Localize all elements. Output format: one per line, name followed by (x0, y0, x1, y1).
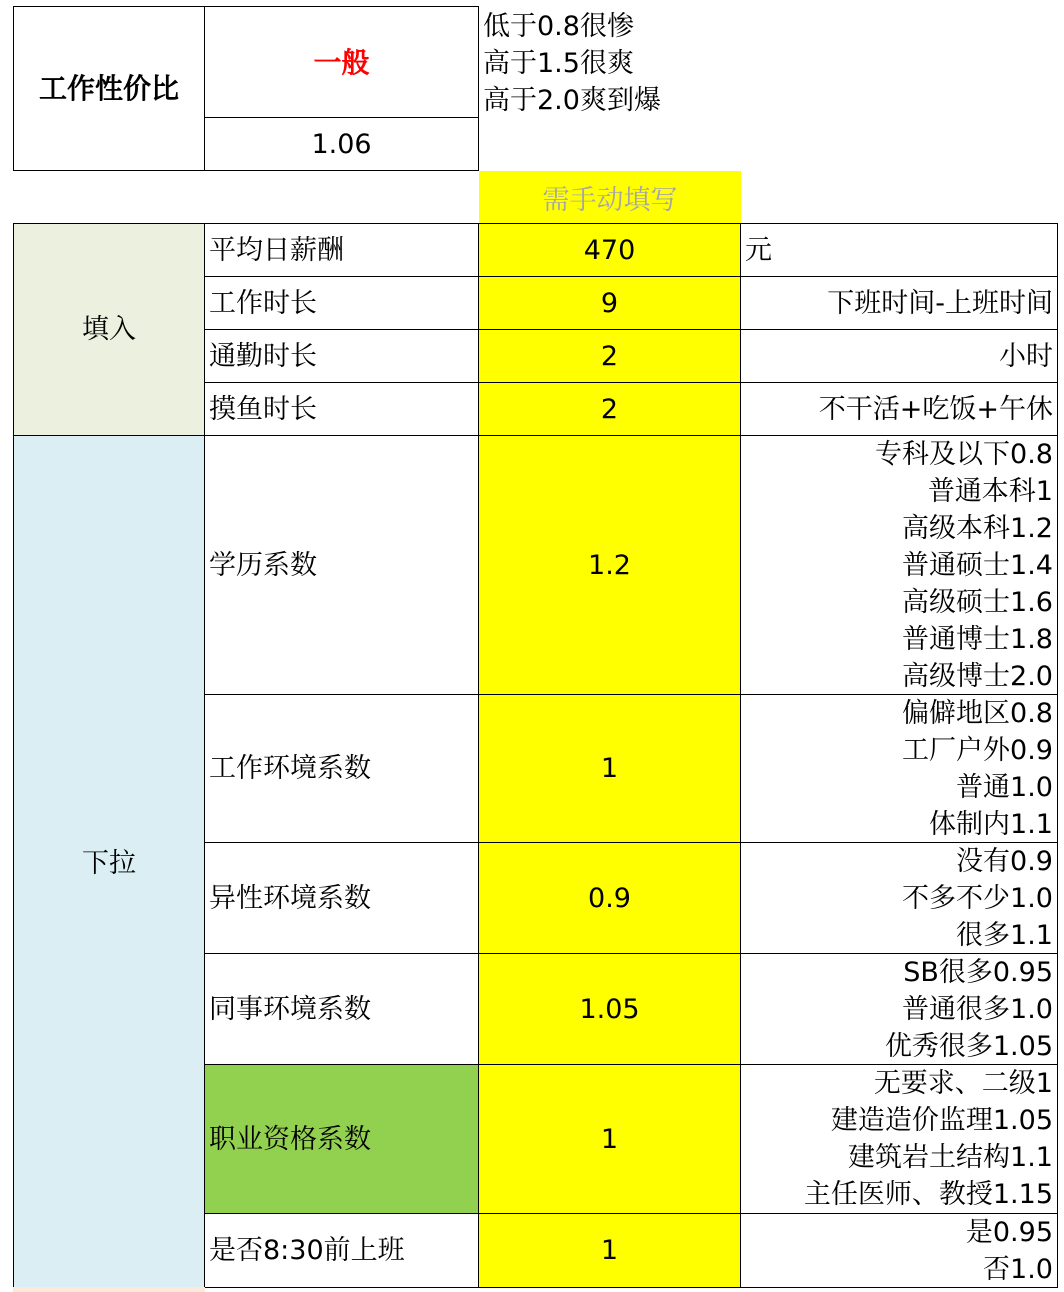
row-value-dropdown[interactable] (478, 435, 741, 695)
row-value-text: 1 (600, 753, 619, 784)
option-text: 优秀很多1.05 (884, 1030, 1053, 1062)
row-value-text: 1.05 (579, 993, 640, 1025)
manual-fill-header (479, 171, 741, 224)
row-label-text: 异性环境系数 (209, 882, 371, 914)
section-fill-label: 填入 (82, 314, 136, 345)
row-value-text: 1 (600, 1123, 619, 1155)
row-value-input[interactable] (478, 382, 741, 436)
row-label[interactable] (204, 1213, 479, 1288)
score-cell[interactable] (204, 117, 479, 171)
manual-fill-hint: 需手动填写 (542, 185, 678, 216)
row-label-text: 职业资格系数 (209, 1123, 371, 1155)
row-value-text: 2 (600, 393, 619, 425)
option-text: 无要求、二级1 (873, 1068, 1053, 1099)
option-text: 普通硕士1.4 (902, 549, 1053, 581)
row-note[interactable] (740, 1213, 1058, 1288)
score-note: 高于1.5很爽 (483, 48, 634, 79)
row-value-input[interactable] (478, 223, 741, 277)
row-note[interactable] (740, 1064, 1058, 1214)
row-note[interactable] (740, 953, 1058, 1065)
row-note-text: 小时 (999, 340, 1053, 372)
option-text: 很多1.1 (956, 919, 1053, 951)
next-row-edge (13, 1287, 205, 1292)
section-dropdown-label: 下拉 (82, 848, 136, 879)
summary-label: 工作性价比 (38, 72, 179, 105)
row-note[interactable] (740, 842, 1058, 954)
row-note[interactable] (740, 223, 1058, 277)
row-note-text: 下班时间-上班时间 (827, 287, 1053, 319)
row-label-text: 同事环境系数 (209, 993, 371, 1025)
rating-cell[interactable] (204, 6, 479, 118)
score-note: 低于0.8很惨 (483, 11, 634, 42)
score-value: 1.06 (311, 128, 372, 160)
row-label-text: 平均日薪酬 (209, 234, 344, 266)
row-label[interactable] (204, 223, 479, 277)
row-label-text: 工作环境系数 (209, 753, 371, 784)
option-text: 普通本科1 (927, 475, 1053, 507)
option-text: 建筑岩土结构1.1 (848, 1142, 1053, 1173)
row-label-text: 工作时长 (209, 287, 317, 319)
row-note[interactable] (740, 382, 1058, 436)
row-label[interactable] (204, 329, 479, 383)
option-text: 偏僻地区0.8 (902, 697, 1053, 729)
option-text: 普通很多1.0 (902, 993, 1053, 1025)
summary-label-cell[interactable] (13, 6, 205, 171)
option-text: 高级本科1.2 (902, 512, 1053, 544)
option-text: 不多不少1.0 (902, 882, 1053, 914)
option-text: 是0.95 (965, 1216, 1053, 1248)
row-note-text: 元 (745, 234, 772, 266)
row-value-dropdown[interactable] (478, 953, 741, 1065)
row-label[interactable] (204, 276, 479, 330)
option-text: 工厂户外0.9 (902, 734, 1053, 766)
row-label[interactable] (204, 435, 479, 695)
row-note[interactable] (740, 435, 1058, 695)
option-text: 普通1.0 (956, 771, 1053, 803)
row-value-text: 0.9 (588, 882, 631, 914)
row-value-input[interactable] (478, 329, 741, 383)
row-value-dropdown[interactable] (478, 1213, 741, 1288)
section-dropdown[interactable] (13, 435, 205, 1292)
row-note-text: 不干活+吃饭+午休 (818, 393, 1053, 425)
row-value-text: 9 (600, 287, 619, 319)
row-label[interactable] (204, 694, 479, 843)
row-label-text: 学历系数 (209, 549, 317, 581)
option-text: 普通博士1.8 (902, 623, 1053, 655)
score-notes (479, 6, 779, 126)
row-value-dropdown[interactable] (478, 842, 741, 954)
row-value-text: 2 (600, 340, 619, 372)
option-text: 高级博士2.0 (902, 660, 1053, 692)
option-text: 高级硕士1.6 (902, 586, 1053, 618)
rating-value: 一般 (313, 45, 370, 79)
option-text: 专科及以下0.8 (875, 438, 1053, 470)
row-label-text: 摸鱼时长 (209, 393, 317, 425)
row-value-dropdown[interactable] (478, 1064, 741, 1214)
row-value-text: 1 (600, 1235, 619, 1266)
row-value-input[interactable] (478, 276, 741, 330)
row-label[interactable] (204, 382, 479, 436)
option-text: 没有0.9 (956, 845, 1053, 877)
row-value-text: 1.2 (588, 549, 631, 581)
row-label[interactable] (204, 953, 479, 1065)
row-value-text: 470 (583, 234, 636, 266)
score-note: 高于2.0爽到爆 (483, 85, 661, 116)
section-fill[interactable] (13, 223, 205, 436)
option-text: 否1.0 (983, 1253, 1053, 1285)
row-value-dropdown[interactable] (478, 694, 741, 843)
row-note[interactable] (740, 329, 1058, 383)
row-note[interactable] (740, 276, 1058, 330)
option-text: 建造造价监理1.05 (830, 1105, 1053, 1136)
row-label[interactable] (204, 842, 479, 954)
option-text: SB很多0.95 (903, 956, 1053, 988)
row-label[interactable] (204, 1064, 479, 1214)
row-label-text: 是否8:30前上班 (209, 1235, 405, 1266)
option-text: 体制内1.1 (929, 808, 1053, 840)
row-note[interactable] (740, 694, 1058, 843)
option-text: 主任医师、教授1.15 (803, 1179, 1053, 1210)
row-label-text: 通勤时长 (209, 340, 317, 372)
